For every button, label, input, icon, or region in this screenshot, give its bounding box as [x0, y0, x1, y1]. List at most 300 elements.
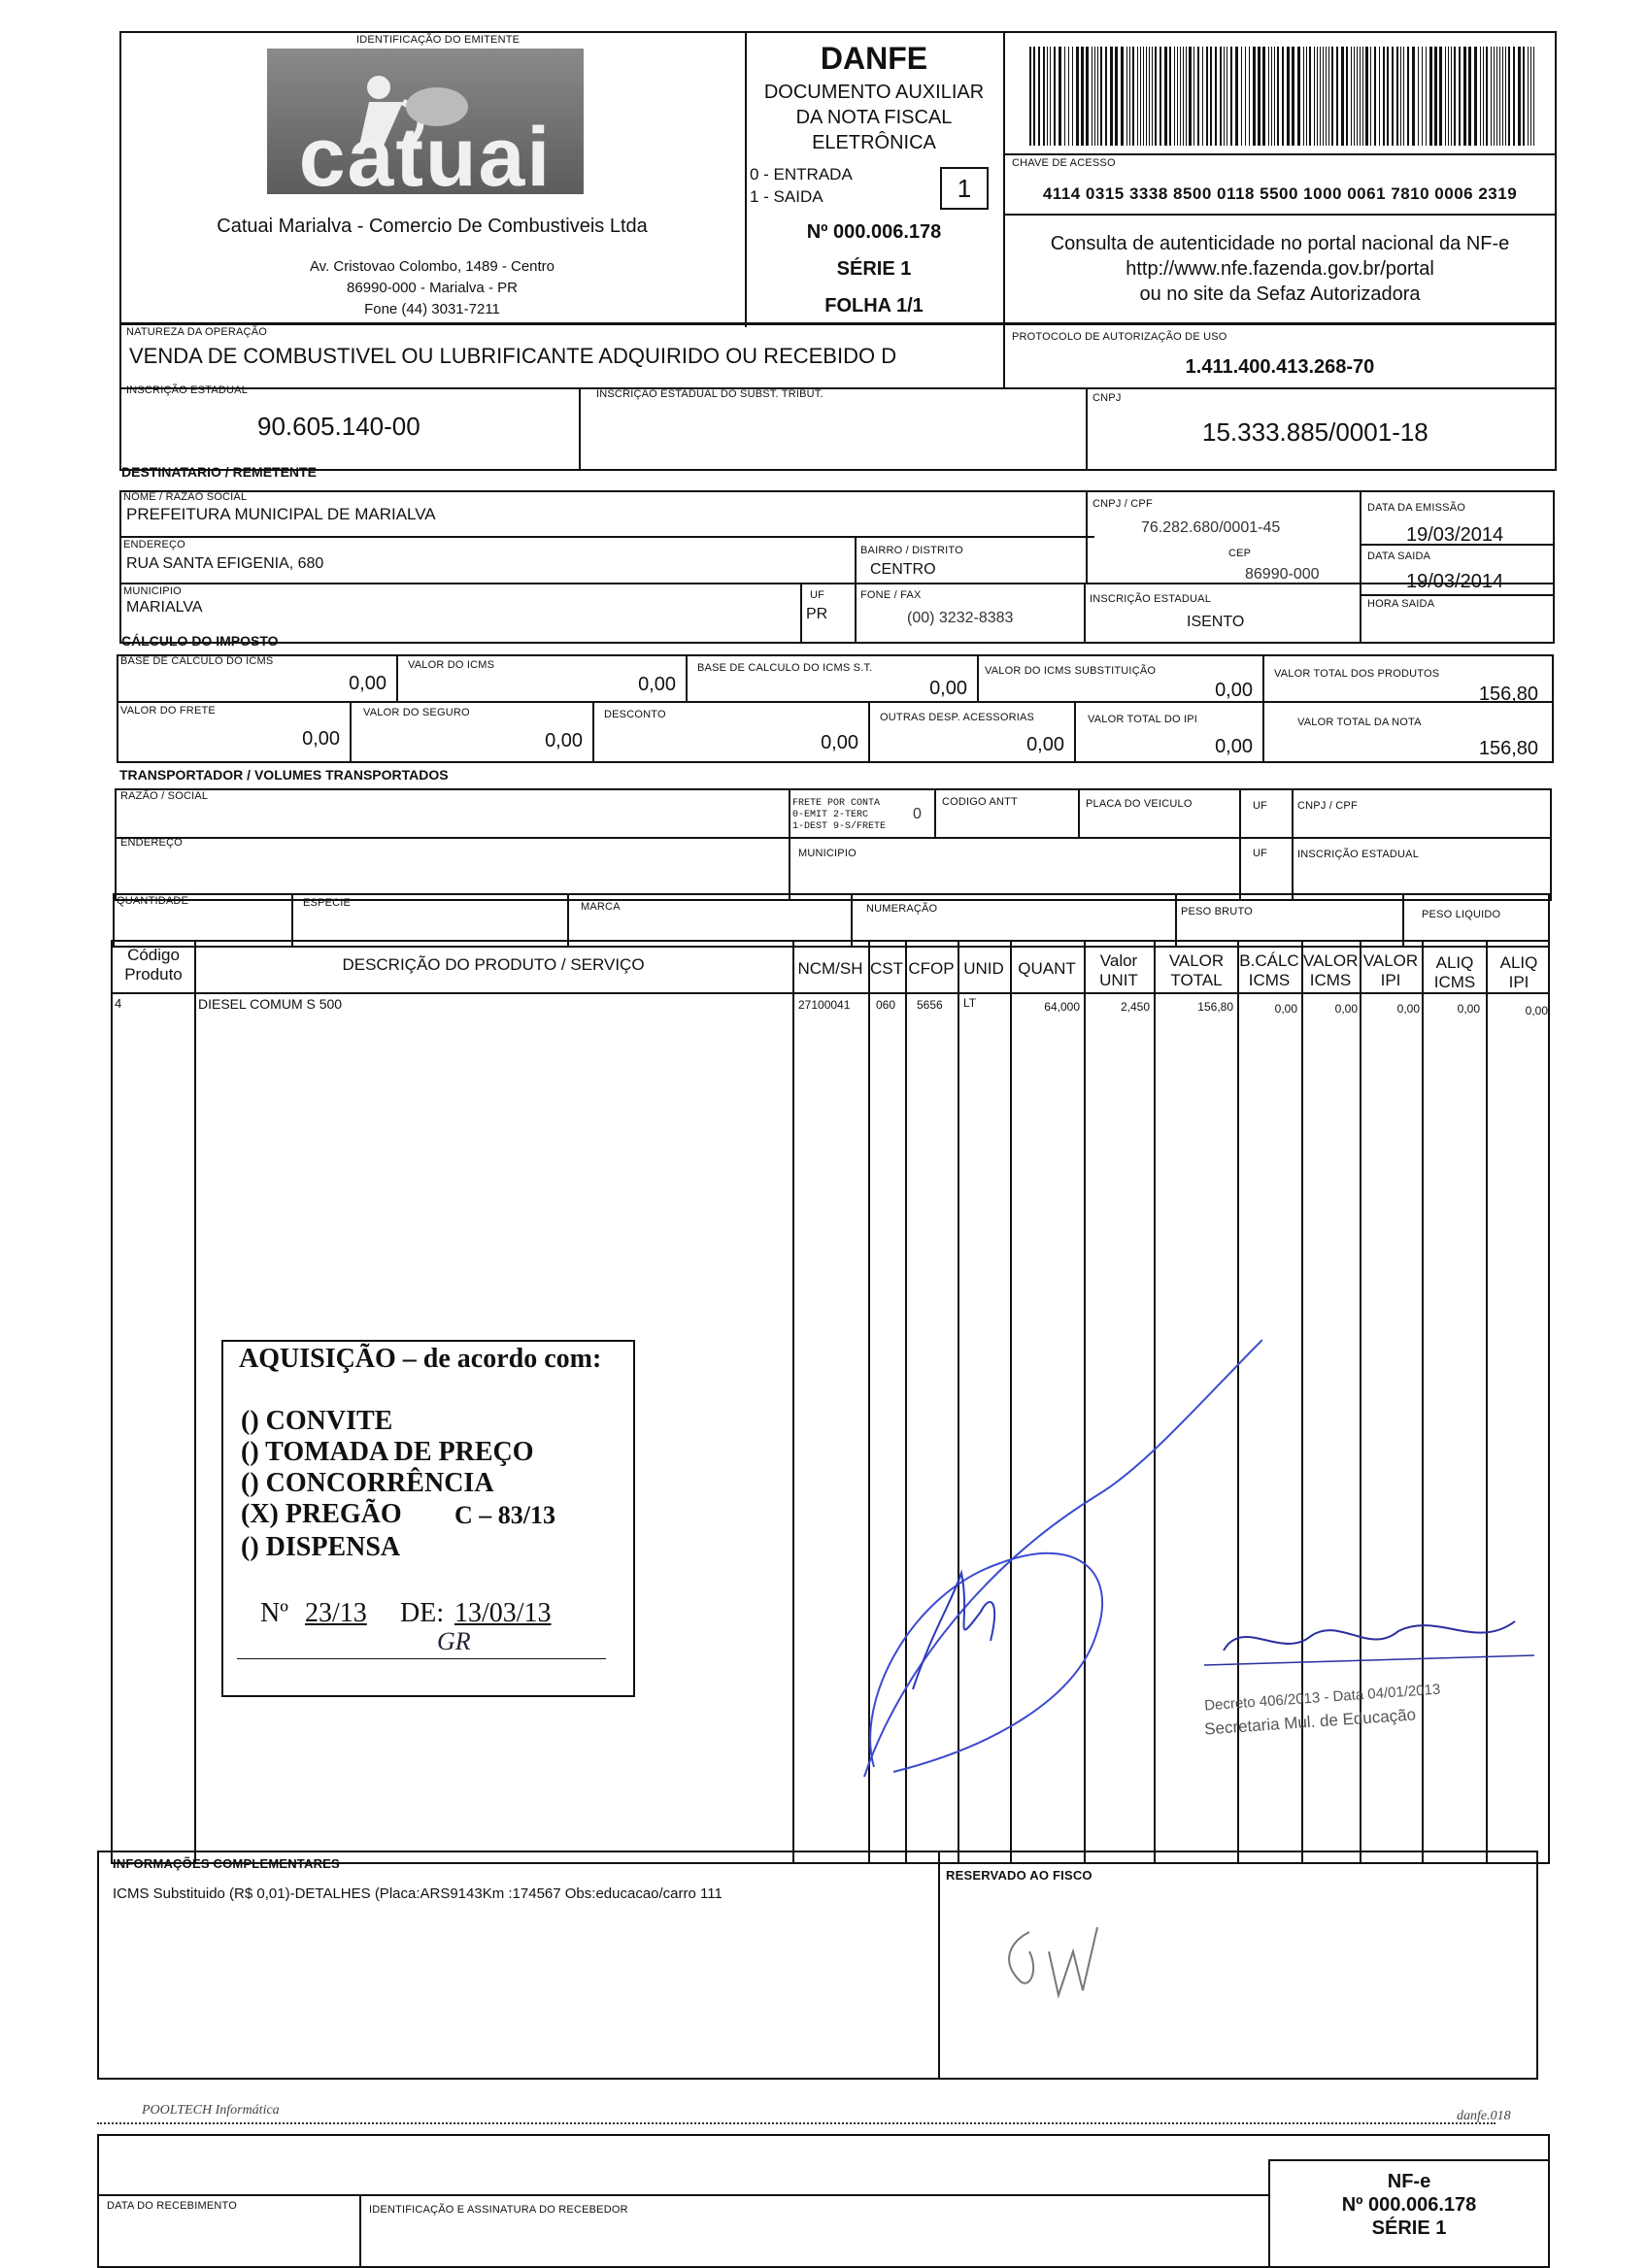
- imposto-v3: [977, 654, 979, 703]
- barcode-bar: [1224, 47, 1225, 146]
- barcode-bar: [1528, 47, 1529, 146]
- info-divider: [938, 1851, 940, 2080]
- base-st: 0,00: [929, 678, 967, 699]
- software-credit: POOLTECH Informática: [142, 2103, 280, 2118]
- barcode-bar: [1530, 47, 1531, 146]
- vol-marca-label: MARCA: [581, 901, 621, 913]
- canhoto-serie: SÉRIE 1: [1371, 2218, 1447, 2239]
- barcode-bar: [1454, 47, 1456, 146]
- th-vicms: VALOR ICMS: [1303, 951, 1359, 989]
- barcode-bar: [1149, 47, 1150, 146]
- barcode-bar: [1445, 47, 1446, 146]
- total-nota: 156,80: [1478, 738, 1538, 759]
- barcode-bar: [1174, 47, 1175, 146]
- cell-cfop: 5656: [917, 998, 943, 1012]
- barcode-bar: [1336, 47, 1338, 146]
- transp-frete-3: 1-DEST 9-S/FRETE: [792, 821, 887, 832]
- stamp-sign-line: [237, 1658, 606, 1659]
- dest-hora-label: HORA SAIDA: [1367, 598, 1435, 610]
- dest-vline-cnpj: [1086, 490, 1088, 584]
- desconto: 0,00: [821, 732, 858, 753]
- barcode-bar: [1422, 47, 1423, 146]
- ie-divider-2: [1086, 387, 1088, 471]
- th-aipi: ALIQ IPI: [1499, 953, 1538, 991]
- barcode-bar: [1152, 47, 1153, 146]
- outras: 0,00: [1026, 734, 1064, 755]
- cell-cst: 060: [876, 998, 896, 1012]
- ie-cnpj-label: CNPJ: [1092, 392, 1122, 404]
- barcode-bar: [1439, 47, 1442, 146]
- transportador-section: TRANSPORTADOR / VOLUMES TRANSPORTADOS: [119, 767, 449, 783]
- th-aicms: ALIQ ICMS: [1433, 953, 1476, 991]
- company-logo: [267, 49, 584, 194]
- barcode-bar: [1418, 47, 1419, 146]
- assinatura-label: IDENTIFICAÇÃO E ASSINATURA DO RECEBEDOR: [369, 2204, 628, 2216]
- dest-bairro: CENTRO: [870, 561, 936, 578]
- consulta-line-3: ou no site da Sefaz Autorizadora: [1139, 284, 1421, 305]
- barcode-bar: [1351, 47, 1352, 146]
- company-phone: Fone (44) 3031-7211: [364, 301, 500, 317]
- barcode-bar: [1400, 47, 1401, 146]
- barcode-bar: [1426, 47, 1427, 146]
- th-quant: QUANT: [1018, 959, 1076, 978]
- barcode-bar: [1215, 47, 1217, 146]
- barcode-bar: [1100, 47, 1102, 146]
- vol-peso-bruto-label: PESO BRUTO: [1181, 906, 1253, 917]
- dest-emissao: 19/03/2014: [1406, 524, 1504, 546]
- dest-emissao-label: DATA DA EMISSÃO: [1367, 502, 1466, 514]
- imposto-v8: [1074, 701, 1076, 763]
- barcode-bar: [1480, 47, 1481, 146]
- ink-signature: [1204, 1612, 1534, 1680]
- barcode-bar: [1169, 47, 1171, 146]
- transp-frete-1: FRETE POR CONTA: [792, 798, 881, 809]
- cell-quant: 64,000: [1044, 1000, 1080, 1014]
- dest-vline-ie: [1084, 583, 1086, 644]
- th-vipi: VALOR IPI: [1362, 951, 1419, 989]
- canhoto-numero: Nº 000.006.178: [1341, 2194, 1477, 2216]
- chave-label: CHAVE DE ACESSO: [1012, 157, 1116, 169]
- dest-nome-label: NOME / RAZÃO SOCIAL: [123, 491, 248, 503]
- canhoto-hline: [97, 2194, 1270, 2196]
- blue-signature: [855, 1282, 1262, 1786]
- outras-label: OUTRAS DESP. ACESSORIAS: [880, 712, 1035, 723]
- ipi-label: VALOR TOTAL DO IPI: [1088, 714, 1198, 725]
- dest-ie: ISENTO: [1187, 614, 1245, 630]
- info-text: ICMS Substituido (R$ 0,01)-DETALHES (Placa:ARS9143Km :174567 Obs:educacao/carro 111: [113, 1885, 723, 1902]
- chave-line-2: [1003, 214, 1557, 216]
- dest-saida-label: DATA SAIDA: [1367, 550, 1431, 562]
- barcode-bar: [1533, 47, 1534, 146]
- barcode-bar: [1268, 47, 1269, 146]
- company-name: Catuai Marialva - Comercio De Combustiveis Ltda: [217, 216, 648, 237]
- stamp-num-label: Nº: [260, 1598, 288, 1628]
- barcode-bar: [1392, 47, 1394, 146]
- barcode-bar: [1186, 47, 1187, 146]
- ink-stamp-line-2: Secretaria Mul. de Educação: [1203, 1705, 1417, 1739]
- consulta-line-1: Consulta de autenticidade no portal nacional da NF-e: [1050, 233, 1510, 254]
- transp-v3: [1078, 788, 1080, 839]
- barcode-bar: [1105, 47, 1107, 146]
- barcode-bar: [1245, 47, 1246, 146]
- base-icms-label: BASE DE CALCULO DO ICMS: [120, 655, 274, 667]
- ie-divider-1: [579, 387, 581, 471]
- barcode-bar: [1292, 47, 1294, 146]
- barcode-bar: [1407, 47, 1409, 146]
- desconto-label: DESCONTO: [604, 709, 666, 720]
- barcode-bar: [1370, 47, 1371, 146]
- barcode-bar: [1274, 47, 1275, 146]
- imposto-v1: [396, 654, 398, 703]
- stamp-convite: () CONVITE: [241, 1406, 393, 1436]
- barcode-bar: [1277, 47, 1279, 146]
- barcode-bar: [1365, 47, 1368, 146]
- fisco-label: RESERVADO AO FISCO: [946, 1868, 1092, 1883]
- barcode-bar: [1297, 47, 1300, 146]
- barcode-bar: [1210, 47, 1212, 146]
- valor-icms: 0,00: [638, 674, 676, 695]
- dest-ie-label: INSCRIÇÃO ESTADUAL: [1090, 593, 1212, 605]
- dest-cnpj: 76.282.680/0001-45: [1141, 519, 1281, 536]
- danfe-subtitle-1: DOCUMENTO AUXILIAR: [763, 82, 985, 103]
- barcode-bar: [1326, 47, 1327, 146]
- barcode-bar: [1033, 47, 1035, 146]
- barcode-bar: [1374, 47, 1376, 146]
- cell-descricao: DIESEL COMUM S 500: [198, 996, 343, 1012]
- cell-vicms: 0,00: [1334, 1002, 1358, 1016]
- transp-v2: [934, 788, 936, 839]
- transp-placa-label: PLACA DO VEICULO: [1086, 798, 1193, 810]
- barcode-bar: [1346, 47, 1348, 146]
- transp-uf2-label: UF: [1253, 848, 1268, 859]
- barcode-bar: [1235, 47, 1238, 146]
- barcode-bar: [1518, 47, 1521, 146]
- barcode-bar: [1271, 47, 1272, 146]
- barcode-bar: [1463, 47, 1466, 146]
- barcode-bar: [1331, 47, 1333, 146]
- barcode-bar: [1121, 47, 1124, 146]
- dest-fone: (00) 3232-8383: [907, 610, 1014, 626]
- barcode-bar: [1523, 47, 1525, 146]
- aquisicao-stamp: [221, 1340, 635, 1697]
- dest-vline-uf: [800, 583, 802, 644]
- stamp-tomada: () TOMADA DE PREÇO: [241, 1437, 534, 1467]
- vol-numeracao-label: NUMERAÇÃO: [866, 903, 938, 915]
- barcode-bar: [1155, 47, 1157, 146]
- barcode-bar: [1197, 47, 1199, 146]
- col-line-2: [792, 940, 794, 1864]
- icms-sub: 0,00: [1215, 680, 1253, 701]
- barcode-bar: [1474, 47, 1477, 146]
- barcode-bar: [1230, 47, 1232, 146]
- barcode-bar: [1097, 47, 1098, 146]
- total-nota-label: VALOR TOTAL DA NOTA: [1297, 717, 1422, 728]
- stamp-de-label: DE:: [400, 1598, 445, 1628]
- cell-unid: LT: [963, 996, 977, 1010]
- imposto-hline: [117, 701, 1554, 703]
- imposto-section: CÁLCULO DO IMPOSTO: [121, 633, 279, 649]
- transp-endereco-label: ENDEREÇO: [120, 837, 183, 849]
- dest-vline-bairro: [855, 536, 857, 644]
- ink-stamp: [1204, 1612, 1534, 1738]
- barcode-bar: [1059, 47, 1061, 146]
- barcode-bar: [1177, 47, 1178, 146]
- icms-sub-label: VALOR DO ICMS SUBSTITUIÇÃO: [985, 665, 1157, 677]
- company-address-1: Av. Cristovao Colombo, 1489 - Centro: [309, 258, 555, 275]
- cell-codigo: 4: [115, 996, 122, 1011]
- dest-hline-2: [119, 583, 1555, 584]
- stamp-dispensa: () DISPENSA: [241, 1532, 401, 1562]
- barcode-bar: [1206, 47, 1208, 146]
- dest-uf: PR: [806, 606, 828, 622]
- total-prod: 156,80: [1478, 684, 1538, 705]
- barcode-bar: [1412, 47, 1415, 146]
- stamp-de: 13/03/13: [454, 1598, 552, 1628]
- transp-municipio-label: MUNICIPIO: [798, 848, 857, 859]
- danfe-entrada: 0 - ENTRADA: [750, 165, 853, 183]
- barcode-bar: [1064, 47, 1065, 146]
- barcode-bar: [1189, 47, 1192, 146]
- barcode-bar: [1038, 47, 1040, 146]
- barcode-bar: [1508, 47, 1510, 146]
- dest-saida: 19/03/2014: [1406, 571, 1504, 592]
- destinatario-section: DESTINATARIO / REMETENTE: [121, 464, 317, 480]
- ie-subst-label: INSCRIÇÃO ESTADUAL DO SUBST. TRIBUT.: [596, 388, 824, 400]
- frete: 0,00: [302, 728, 340, 750]
- barcode-bar: [1429, 47, 1432, 146]
- transp-cnpj-label: CNPJ / CPF: [1297, 800, 1358, 812]
- barcode-bar: [1140, 47, 1141, 146]
- dest-nome: PREFEITURA MUNICIPAL DE MARIALVA: [126, 505, 436, 523]
- ink-stamp-line-1: Decreto 406/2013 - Data 04/01/2013: [1203, 1681, 1441, 1715]
- chave-value: 4114 0315 3338 8500 0118 5500 1000 0061 7810 0006 2319: [1042, 184, 1518, 203]
- barcode-bar: [1180, 47, 1181, 146]
- form-code: danfe.018: [1457, 2109, 1511, 2123]
- barcode-bar: [1110, 47, 1113, 146]
- stamp-initials: GR: [437, 1627, 471, 1655]
- transp-hline: [115, 837, 1552, 839]
- stamp-pregao: (X) PREGÃO: [241, 1499, 402, 1529]
- vol-quantidade-label: QUANTIDADE: [117, 895, 189, 907]
- company-address-2: 86990-000 - Marialva - PR: [347, 280, 518, 296]
- dest-uf-label: UF: [810, 589, 825, 601]
- barcode-bar: [1317, 47, 1318, 146]
- barcode-bar: [1403, 47, 1404, 146]
- barcode-bar: [1379, 47, 1380, 146]
- barcode-bar: [1328, 47, 1329, 146]
- barcode-bar: [1126, 47, 1127, 146]
- stamp-pregao-ref: C – 83/13: [454, 1501, 555, 1529]
- barcode-bar: [1320, 47, 1321, 146]
- barcode-bar: [1262, 47, 1265, 146]
- seguro: 0,00: [545, 730, 583, 751]
- ie-label: INSCRIÇÃO ESTADUAL: [126, 384, 249, 396]
- seguro-label: VALOR DO SEGURO: [363, 707, 470, 718]
- danfe-title: DANFE: [820, 41, 928, 76]
- barcode-bar: [1309, 47, 1311, 146]
- frete-label: VALOR DO FRETE: [120, 705, 216, 717]
- barcode-bar: [1459, 47, 1461, 146]
- barcode-bar: [1502, 47, 1503, 146]
- danfe-tipo-box: 1: [940, 167, 989, 210]
- protocolo-value: 1.411.400.413.268-70: [1185, 356, 1375, 378]
- dest-municipio-label: MUNICIPIO: [123, 585, 182, 597]
- barcode-bar: [1287, 47, 1290, 146]
- barcode: [1029, 47, 1534, 146]
- imposto-v4: [1262, 654, 1264, 763]
- cell-vunit: 2,450: [1120, 1000, 1150, 1014]
- danfe-subtitle-3: ELETRÔNICA: [812, 132, 936, 153]
- barcode-bar: [1314, 47, 1315, 146]
- logo-text: catuai: [298, 111, 553, 194]
- barcode-bar: [1137, 47, 1138, 146]
- barcode-bar: [1220, 47, 1222, 146]
- col-line-1: [194, 940, 196, 1864]
- barcode-bar: [1505, 47, 1506, 146]
- recebimento-label: DATA DO RECEBIMENTO: [107, 2200, 237, 2212]
- barcode-bar: [1068, 47, 1069, 146]
- th-unid: UNID: [963, 959, 1004, 978]
- barcode-bar: [1396, 47, 1398, 146]
- ie-value: 90.605.140-00: [257, 412, 420, 441]
- barcode-bar: [1076, 47, 1079, 146]
- barcode-bar: [1360, 47, 1361, 146]
- barcode-bar: [1434, 47, 1437, 146]
- barcode-bar: [1306, 47, 1307, 146]
- base-st-label: BASE DE CALCULO DO ICMS S.T.: [697, 662, 873, 674]
- dest-cnpj-label: CNPJ / CPF: [1092, 498, 1153, 510]
- barcode-bar: [1486, 47, 1488, 146]
- barcode-bar: [1387, 47, 1389, 146]
- cell-aipi: 0,00: [1525, 1004, 1548, 1017]
- barcode-bar: [1362, 47, 1363, 146]
- barcode-bar: [1164, 47, 1167, 146]
- natureza-label: NATUREZA DA OPERAÇÃO: [126, 326, 267, 338]
- dest-endereco-label: ENDEREÇO: [123, 539, 185, 550]
- ie-cnpj-value: 15.333.885/0001-18: [1202, 417, 1429, 447]
- barcode-bar: [1357, 47, 1358, 146]
- emitente-label: IDENTIFICAÇÃO DO EMITENTE: [356, 34, 521, 46]
- transp-v5: [1292, 788, 1294, 901]
- total-prod-label: VALOR TOTAL DOS PRODUTOS: [1274, 668, 1440, 680]
- imposto-v6: [592, 701, 594, 763]
- transp-frete-value: 0: [913, 806, 922, 822]
- danfe-saida: 1 - SAIDA: [750, 187, 824, 206]
- barcode-bar: [1193, 47, 1194, 146]
- barcode-bar: [1029, 47, 1031, 146]
- dest-hline-saida: [1360, 594, 1555, 596]
- stamp-concorrencia: () CONCORRÊNCIA: [241, 1468, 494, 1498]
- barcode-bar: [1448, 47, 1449, 146]
- barcode-bar: [1451, 47, 1452, 146]
- barcode-bar: [1202, 47, 1203, 146]
- th-descricao: DESCRIÇÃO DO PRODUTO / SERVIÇO: [342, 955, 645, 974]
- th-vunit: Valor UNIT: [1099, 951, 1138, 989]
- vol-peso-liquido-label: PESO LIQUIDO: [1422, 909, 1501, 920]
- base-icms: 0,00: [349, 673, 387, 694]
- cell-aicms: 0,00: [1457, 1002, 1480, 1016]
- transp-v4: [1239, 788, 1241, 901]
- barcode-bar: [1303, 47, 1304, 146]
- danfe-numero: Nº 000.006.178: [806, 221, 942, 243]
- barcode-bar: [1496, 47, 1497, 146]
- stamp-title: AQUISIÇÃO – de acordo com:: [239, 1344, 602, 1374]
- valor-icms-label: VALOR DO ICMS: [408, 659, 495, 671]
- danfe-folha: FOLHA 1/1: [824, 295, 924, 317]
- canhoto-hline-top: [1268, 2159, 1550, 2161]
- barcode-bar: [1249, 47, 1250, 146]
- dest-endereco: RUA SANTA EFIGENIA, 680: [126, 555, 324, 572]
- cell-ncm: 27100041: [798, 998, 851, 1012]
- dest-cep-label: CEP: [1228, 548, 1252, 559]
- barcode-bar: [1146, 47, 1147, 146]
- barcode-bar: [1241, 47, 1242, 146]
- barcode-bar: [1050, 47, 1051, 146]
- canhoto-nfe: NF-e: [1387, 2171, 1431, 2192]
- barcode-bar: [1160, 47, 1161, 146]
- barcode-bar: [1499, 47, 1500, 146]
- th-bcalc: B.CÁLC ICMS: [1239, 951, 1299, 989]
- cut-line: [97, 2122, 1496, 2124]
- cell-vipi: 0,00: [1396, 1002, 1420, 1016]
- danfe-subtitle-2: DA NOTA FISCAL: [795, 107, 953, 128]
- barcode-bar: [1072, 47, 1073, 146]
- table-row: [111, 994, 1550, 1017]
- dest-hline-1: [119, 536, 1094, 538]
- barcode-bar: [1468, 47, 1471, 146]
- imposto-v2: [686, 654, 688, 703]
- consulta-line-2: http://www.nfe.fazenda.gov.br/portal: [1126, 258, 1434, 280]
- barcode-bar: [1282, 47, 1284, 146]
- barcode-bar: [1081, 47, 1084, 146]
- transp-uf-label: UF: [1253, 800, 1268, 812]
- ipi: 0,00: [1215, 736, 1253, 757]
- th-vtotal: VALOR TOTAL: [1168, 951, 1225, 989]
- imposto-v5: [350, 701, 352, 763]
- danfe-serie: SÉRIE 1: [836, 258, 912, 280]
- barcode-bar: [1494, 47, 1495, 146]
- canhoto-v1: [359, 2194, 361, 2268]
- barcode-bar: [1183, 47, 1184, 146]
- barcode-bar: [1132, 47, 1134, 146]
- th-ncm: NCM/SH: [797, 959, 863, 978]
- dest-cep: 86990-000: [1245, 566, 1320, 583]
- barcode-bar: [1513, 47, 1515, 146]
- imposto-v7: [868, 701, 870, 763]
- barcode-bar: [1383, 47, 1385, 146]
- barcode-bar: [1129, 47, 1130, 146]
- barcode-bar: [1054, 47, 1056, 146]
- barcode-bar: [1043, 47, 1045, 146]
- barcode-bar: [1323, 47, 1324, 146]
- stamp-num: 23/13: [305, 1598, 367, 1628]
- transp-frete-2: 0-EMIT 2-TERC: [792, 810, 869, 820]
- barcode-bar: [1253, 47, 1256, 146]
- dest-vline-data: [1360, 490, 1361, 644]
- transp-antt-label: CODIGO ANTT: [942, 796, 1018, 808]
- transp-v1: [789, 788, 790, 901]
- natureza-value: VENDA DE COMBUSTIVEL OU LUBRIFICANTE ADQUIRIDO OU RECEBIDO D: [129, 344, 897, 368]
- barcode-bar: [1094, 47, 1095, 146]
- chave-line: [1003, 153, 1557, 155]
- barcode-bar: [1115, 47, 1118, 146]
- th-codigo: Código Produto: [124, 946, 183, 984]
- vol-especie-label: ESPECIE: [303, 897, 352, 909]
- barcode-bar: [1341, 47, 1344, 146]
- th-cst: CST: [870, 959, 903, 978]
- dest-fone-label: FONE / FAX: [860, 589, 922, 601]
- barcode-bar: [1047, 47, 1048, 146]
